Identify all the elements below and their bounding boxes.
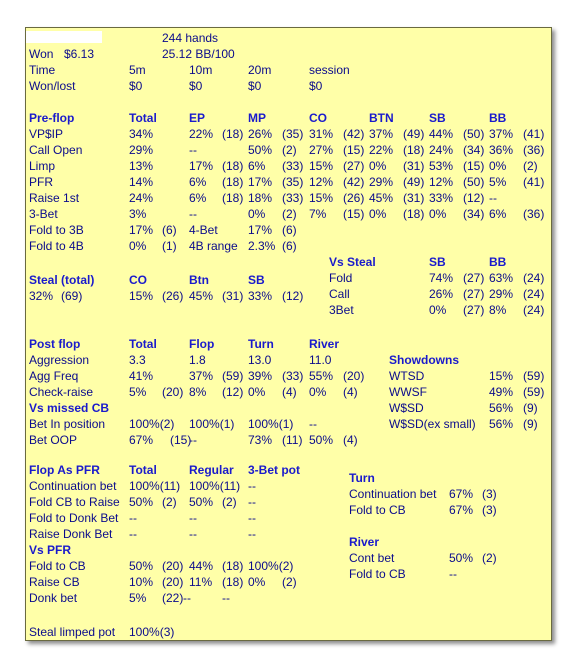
time-label: Time (29, 63, 56, 77)
preflop-cell: 0% (369, 159, 387, 173)
preflop-cell: (18) (222, 175, 244, 189)
wonlost-value-2: $0 (248, 79, 262, 93)
preflop-cell: (42) (343, 175, 365, 189)
steal-column-1: Btn (189, 273, 209, 287)
flop-pfr-cell: -- (189, 511, 197, 525)
time-column-3: session (309, 63, 350, 77)
preflop-cell: 37% (489, 127, 514, 141)
preflop-cell: 27% (309, 143, 334, 157)
preflop-cell: (12) (463, 191, 485, 205)
postflop-cell: 8% (189, 385, 207, 399)
preflop-cell: (36) (523, 207, 545, 221)
showdown-row-value: 15% (489, 369, 514, 383)
time-column-0: 5m (129, 63, 146, 77)
postflop-cell: 13.0 (248, 353, 272, 367)
showdown-row-label: W$SD(ex small) (389, 417, 476, 431)
preflop-cell: 6% (248, 159, 266, 173)
preflop-cell: (50) (463, 127, 485, 141)
preflop-cell: (18) (222, 159, 244, 173)
preflop-cell: (35) (282, 175, 304, 189)
preflop-cell: 26% (248, 127, 273, 141)
preflop-cell: 50% (248, 143, 273, 157)
preflop-cell: -- (189, 207, 197, 221)
turn-row-value: 67% (449, 503, 474, 517)
vs-pfr-cell: 44% (189, 559, 214, 573)
missed-cell: -- (189, 433, 197, 447)
flop-pfr-cell: -- (248, 479, 256, 493)
postflop-cell: (12) (222, 385, 244, 399)
postflop-cell: (33) (282, 369, 304, 383)
preflop-column-6: BB (489, 111, 507, 125)
vs-pfr-cell: 10% (129, 575, 154, 589)
preflop-cell: -- (189, 143, 197, 157)
flop-pfr-cell: -- (248, 495, 256, 509)
preflop-cell: (34) (463, 207, 485, 221)
postflop-column-3: River (309, 337, 340, 351)
postflop-cell: 37% (189, 369, 214, 383)
postflop-cell: 11.0 (309, 353, 332, 367)
preflop-cell: 22% (369, 143, 394, 157)
postflop-cell: 1.8 (189, 353, 206, 367)
preflop-cell: 24% (129, 191, 154, 205)
missed-row-label: Bet In position (29, 417, 106, 431)
showdown-row-label: WTSD (389, 369, 425, 383)
turn-title: Turn (349, 471, 375, 485)
preflop-cell: 5% (489, 175, 507, 189)
flop-pfr-column-0: Total (129, 463, 157, 477)
preflop-cell: (31) (403, 191, 425, 205)
preflop-cell: 29% (129, 143, 154, 157)
steal-limped-label: Steal limped pot (29, 625, 116, 639)
steal-total: 32% (29, 289, 54, 303)
steal-title: Steal (total) (29, 273, 95, 287)
preflop-cell: (42) (343, 127, 365, 141)
preflop-cell: 17% (189, 159, 214, 173)
postflop-column-2: Turn (248, 337, 274, 351)
preflop-row-label: 3-Bet (29, 207, 58, 221)
vs-missed-cb-title: Vs missed CB (29, 401, 110, 415)
wonlost-value-0: $0 (129, 79, 143, 93)
preflop-cell: 33% (429, 191, 454, 205)
preflop-cell: 36% (489, 143, 514, 157)
preflop-column-4: BTN (369, 111, 394, 125)
preflop-cell: 6% (489, 207, 507, 221)
missed-cell: (11) (282, 433, 303, 447)
preflop-fold_to_3b-label: Fold to 3B (29, 223, 84, 237)
postflop-cell: 5% (129, 385, 147, 399)
preflop-fold_to_4b-value: 2.3% (248, 239, 276, 253)
missed-cell: -- (309, 417, 317, 431)
postflop-cell: 41% (129, 369, 154, 383)
vs-steal-cell: 63% (489, 271, 514, 285)
preflop-cell: (2) (282, 207, 297, 221)
vs-steal-title: Vs Steal (329, 255, 376, 269)
player-stats-hud (25, 27, 552, 641)
flop-pfr-cell: 100%(11) (189, 479, 241, 493)
preflop-cell: 6% (189, 191, 207, 205)
preflop-cell: (41) (523, 127, 545, 141)
preflop-cell: 6% (189, 175, 207, 189)
preflop-cell: (27) (343, 159, 365, 173)
preflop-fold_to_3b-value: 17% (248, 223, 273, 237)
preflop-fold_to_4b-label: Fold to 4B (29, 239, 84, 253)
preflop-fold_to_4b-n: (6) (282, 239, 297, 253)
vs-steal-cell: (24) (523, 287, 545, 301)
preflop-cell: (2) (282, 143, 297, 157)
preflop-cell: 0% (248, 207, 266, 221)
vs-pfr-row-label: Raise CB (29, 575, 80, 589)
postflop-cell: (20) (343, 369, 365, 383)
preflop-cell: (26) (343, 191, 365, 205)
vs-pfr-cell: 11% (189, 575, 213, 589)
turn-row-n: (3) (482, 503, 497, 517)
postflop-cell: 55% (309, 369, 334, 383)
river-row-n: (2) (482, 551, 497, 565)
preflop-row-label: Raise 1st (29, 191, 80, 205)
vs-steal-column-bb: BB (489, 255, 507, 269)
vs-steal-cell: 8% (489, 303, 507, 317)
missed-cell: 67% (129, 433, 154, 447)
vs-steal-cell: (24) (523, 303, 545, 317)
preflop-fold_to_4b-label2: 4B range (189, 239, 238, 253)
preflop-cell: 14% (129, 175, 154, 189)
preflop-cell: 3% (129, 207, 147, 221)
turn-row-label: Continuation bet (349, 487, 437, 501)
vs-pfr-row-label: Donk bet (29, 591, 78, 605)
preflop-cell: (36) (523, 143, 545, 157)
flop-pfr-cell: (2) (162, 495, 177, 509)
showdowns-title: Showdowns (389, 353, 459, 367)
flop-pfr-cell: -- (189, 527, 197, 541)
bb-per-100: 25.12 BB/100 (162, 47, 235, 61)
flop-pfr-column-1: Regular (189, 463, 234, 477)
flop-pfr-cell: 100%(11) (129, 479, 181, 493)
vs-pfr-cell: 50% (129, 559, 154, 573)
turn-row-label: Fold to CB (349, 503, 406, 517)
vs-steal-cell: (27) (463, 287, 485, 301)
preflop-fold_to_4b-total-n: (1) (162, 239, 177, 253)
showdown-row-value: 49% (489, 385, 514, 399)
vs-steal-cell: 26% (429, 287, 454, 301)
steal-cell: (26) (162, 289, 184, 303)
time-column-1: 10m (189, 63, 213, 77)
showdown-row-n: (9) (523, 417, 538, 431)
preflop-fold_to_4b-total: 0% (129, 239, 147, 253)
flop-pfr-row-label: Continuation bet (29, 479, 117, 493)
preflop-cell: (15) (343, 207, 365, 221)
postflop-cell: 0% (309, 385, 327, 399)
vs-pfr-title: Vs PFR (29, 543, 72, 557)
vs-steal-row-label: Call (329, 287, 350, 301)
preflop-cell: 31% (309, 127, 334, 141)
preflop-column-3: CO (309, 111, 327, 125)
steal-total-n: (69) (61, 289, 83, 303)
preflop-cell: 22% (189, 127, 214, 141)
postflop-cell: 3.3 (129, 353, 146, 367)
vs-pfr-cell: (2) (282, 575, 297, 589)
preflop-cell: (2) (523, 159, 538, 173)
vs-pfr-cell: (22) (162, 591, 184, 605)
preflop-column-0: Total (129, 111, 157, 125)
river-row-label: Cont bet (349, 551, 395, 565)
preflop-row-label: Limp (29, 159, 56, 173)
postflop-cell: 0% (248, 385, 266, 399)
preflop-cell: (34) (463, 143, 485, 157)
flop-pfr-row-label: Raise Donk Bet (29, 527, 113, 541)
vs-pfr-cell: 5% (129, 591, 147, 605)
time-column-2: 20m (248, 63, 272, 77)
preflop-cell: 24% (429, 143, 454, 157)
postflop-row-label: Agg Freq (29, 369, 79, 383)
preflop-cell: 0% (429, 207, 447, 221)
won-label: Won (29, 47, 54, 61)
vs-pfr-cell: -- (183, 591, 191, 605)
preflop-cell: 18% (248, 191, 273, 205)
vs-steal-cell: (27) (463, 303, 485, 317)
won-value: $6.13 (64, 47, 95, 61)
vs-pfr-cell: 0% (248, 575, 266, 589)
turn-row-n: (3) (482, 487, 497, 501)
wonlost-value-1: $0 (189, 79, 203, 93)
vs-pfr-cell: (20) (162, 575, 184, 589)
steal-limped-value: 100%(3) (129, 625, 175, 639)
vs-pfr-cell: (18) (222, 559, 244, 573)
missed-cell: (15) (170, 433, 192, 447)
vs-pfr-row-label: Fold to CB (29, 559, 86, 573)
preflop-row-label: PFR (29, 175, 53, 189)
vs-pfr-cell: -- (222, 591, 230, 605)
preflop-cell: 15% (309, 191, 334, 205)
preflop-row-label: Call Open (29, 143, 83, 157)
preflop-column-2: MP (248, 111, 266, 125)
steal-column-2: SB (248, 273, 265, 287)
vs-steal-cell: 74% (429, 271, 454, 285)
preflop-cell: 44% (429, 127, 454, 141)
flop-pfr-cell: -- (129, 511, 137, 525)
flop-pfr-row-label: Fold to Donk Bet (29, 511, 119, 525)
vs-pfr-cell: (20) (162, 559, 184, 573)
showdown-row-value: 56% (489, 417, 514, 431)
preflop-fold_to_3b-label2: 4-Bet (189, 223, 218, 237)
river-title: River (349, 535, 380, 549)
preflop-cell: -- (489, 191, 497, 205)
showdown-row-label: WWSF (389, 385, 427, 399)
showdown-row-n: (59) (523, 385, 545, 399)
preflop-title: Pre-flop (29, 111, 75, 125)
vs-steal-cell: (27) (463, 271, 485, 285)
missed-cell: 100%(2) (129, 417, 175, 431)
showdown-row-n: (59) (523, 369, 545, 383)
preflop-cell: (18) (403, 143, 425, 157)
vs-steal-cell: (24) (523, 271, 545, 285)
preflop-cell: 17% (248, 175, 273, 189)
flop-pfr-cell: -- (129, 527, 137, 541)
preflop-cell: 0% (369, 207, 387, 221)
postflop-row-label: Check-raise (29, 385, 94, 399)
preflop-fold_to_3b-n: (6) (282, 223, 297, 237)
river-row-value: 50% (449, 551, 474, 565)
preflop-column-1: EP (189, 111, 206, 125)
postflop-column-1: Flop (189, 337, 215, 351)
wonlost-value-3: $0 (309, 79, 323, 93)
showdown-row-label: W$SD (389, 401, 424, 415)
missed-cell: 100%(1) (189, 417, 235, 431)
preflop-cell: 15% (309, 159, 334, 173)
postflop-title: Post flop (29, 337, 81, 351)
preflop-column-5: SB (429, 111, 446, 125)
preflop-cell: (33) (282, 159, 304, 173)
steal-column-0: CO (129, 273, 147, 287)
vs-steal-cell: 0% (429, 303, 447, 317)
missed-cell: (4) (343, 433, 358, 447)
preflop-cell: (15) (343, 143, 365, 157)
missed-cell: 73% (248, 433, 273, 447)
missed-cell: 50% (309, 433, 334, 447)
steal-cell: (31) (222, 289, 244, 303)
river-row-value: -- (449, 567, 457, 581)
showdown-row-n: (9) (523, 401, 538, 415)
postflop-column-0: Total (129, 337, 157, 351)
preflop-cell: (49) (403, 175, 425, 189)
preflop-cell: 12% (309, 175, 334, 189)
preflop-cell: (41) (523, 175, 545, 189)
redacted-player-name (26, 31, 102, 43)
turn-row-value: 67% (449, 487, 474, 501)
preflop-cell: (50) (463, 175, 485, 189)
preflop-cell: (18) (403, 207, 425, 221)
preflop-row-label: VP$IP (29, 127, 64, 141)
postflop-cell: (4) (343, 385, 358, 399)
preflop-cell: 0% (489, 159, 507, 173)
vs-pfr-cell: 100%(2) (248, 559, 294, 573)
preflop-cell: 34% (129, 127, 154, 141)
preflop-cell: 53% (429, 159, 454, 173)
flop-pfr-cell: (2) (222, 495, 237, 509)
flop-pfr-cell: -- (248, 527, 256, 541)
preflop-cell: 45% (369, 191, 394, 205)
river-row-label: Fold to CB (349, 567, 406, 581)
flop-pfr-column-2: 3-Bet pot (248, 463, 300, 477)
preflop-cell: (18) (222, 191, 244, 205)
steal-cell: 15% (129, 289, 154, 303)
steal-cell: 45% (189, 289, 214, 303)
postflop-cell: (20) (162, 385, 184, 399)
preflop-cell: 37% (369, 127, 394, 141)
preflop-cell: 29% (369, 175, 394, 189)
steal-cell: (12) (282, 289, 304, 303)
missed-row-label: Bet OOP (29, 433, 78, 447)
preflop-cell: (49) (403, 127, 425, 141)
postflop-cell: (59) (222, 369, 244, 383)
preflop-cell: (18) (222, 127, 244, 141)
hands-count: 244 hands (162, 31, 219, 45)
preflop-cell: 7% (309, 207, 327, 221)
vs-steal-row-label: Fold (329, 271, 353, 285)
wonlost-label: Won/lost (29, 79, 76, 93)
postflop-cell: (4) (282, 385, 297, 399)
flop-as-pfr-title: Flop As PFR (29, 463, 100, 477)
preflop-fold_to_3b-total: 17% (129, 223, 154, 237)
postflop-cell: 39% (248, 369, 273, 383)
vs-steal-cell: 29% (489, 287, 514, 301)
vs-steal-column-sb: SB (429, 255, 446, 269)
preflop-cell: (35) (282, 127, 304, 141)
flop-pfr-cell: -- (248, 511, 256, 525)
preflop-fold_to_3b-total-n: (6) (162, 223, 177, 237)
preflop-cell: 12% (429, 175, 454, 189)
vs-pfr-cell: (18) (222, 575, 244, 589)
postflop-row-label: Aggression (29, 353, 90, 367)
flop-pfr-row-label: Fold CB to Raise (29, 495, 120, 509)
preflop-cell: (31) (403, 159, 425, 173)
preflop-cell: (15) (463, 159, 485, 173)
vs-steal-row-label: 3Bet (329, 303, 354, 317)
preflop-cell: 13% (129, 159, 154, 173)
showdown-row-value: 56% (489, 401, 514, 415)
preflop-cell: (33) (282, 191, 304, 205)
steal-cell: 33% (248, 289, 273, 303)
missed-cell: 100%(1) (248, 417, 294, 431)
flop-pfr-cell: 50% (189, 495, 214, 509)
flop-pfr-cell: 50% (129, 495, 154, 509)
